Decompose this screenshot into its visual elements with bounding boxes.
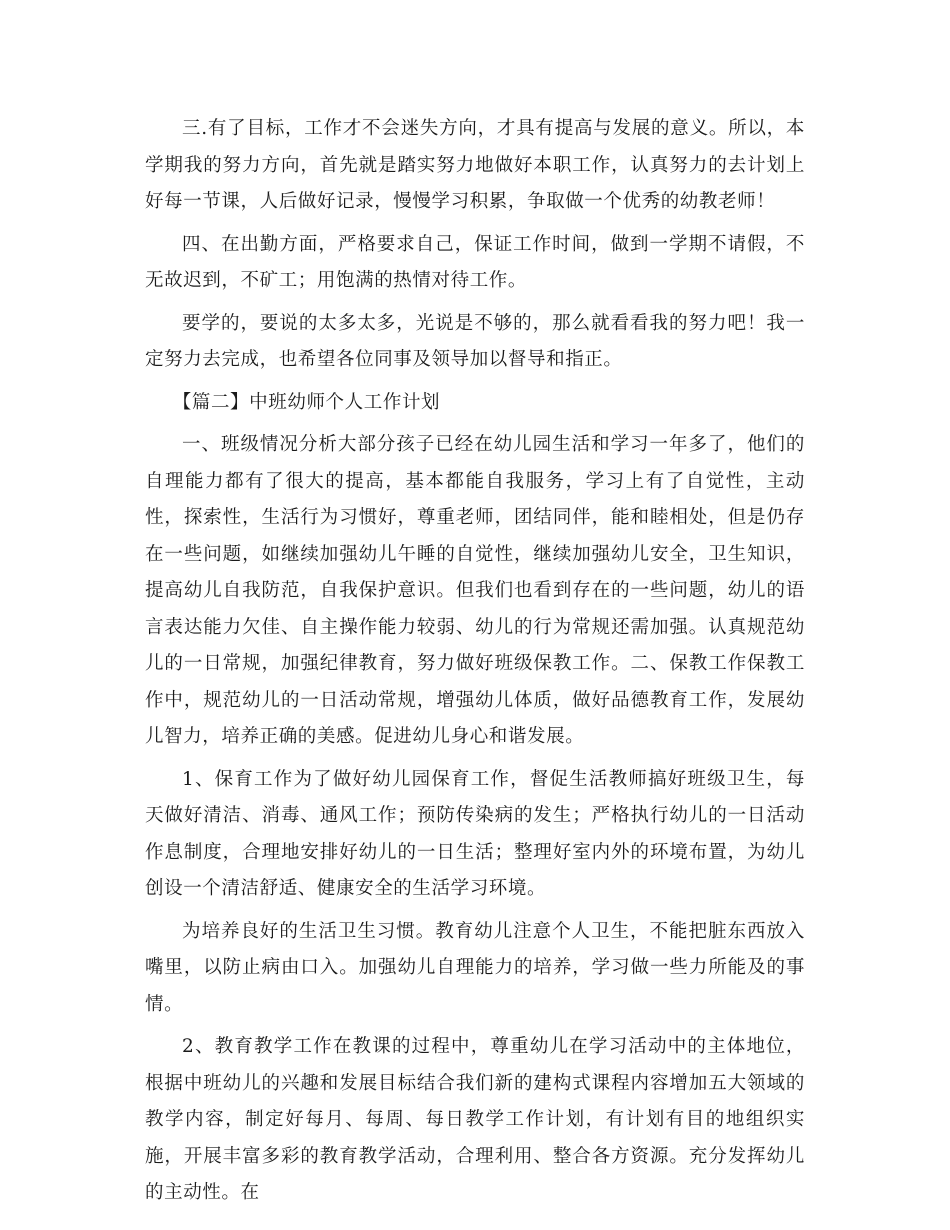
paragraph-care-work: 1、保育工作为了做好幼儿园保育工作，督促生活教师搞好班级卫生，每天做好清洁、消毒、通风工作；预防传染病的发生；严格执行幼儿的一日活动作息制度，合理地安排好幼儿的一日生活；整理好室内外的环境布置，为幼儿创设一个清洁舒适、健康安全的生活学习环境。 — [145, 768, 805, 899]
document-body — [145, 111, 805, 1218]
paragraph-closing: 要学的，要说的太多太多，光说是不够的，那么就看看我的努力吧！我一定努力去完成，也希望各位同事及领导加以督导和指正。 — [145, 312, 805, 370]
section-heading: 【篇二】中班幼师个人工作计划 — [172, 391, 441, 413]
paragraph-attendance: 四、在出勤方面，严格要求自己，保证工作时间，做到一学期不请假，不无故迟到，不矿工；用饱满的热情对待工作。 — [145, 233, 805, 291]
paragraph-teaching-work: 2、教育教学工作在教课的过程中，尊重幼儿在学习活动中的主体地位，根据中班幼儿的兴趣和发展目标结合我们新的建构式课程内容增加五大领域的教学内容，制定好每月、每周、每日教学工作计划，有计划有目的地组织实施，开展丰富多彩的教育教学活动，合理利用、整合各方资源。充分发挥幼儿的主动性。在 — [145, 1036, 805, 1203]
paragraph-class-analysis: 一、班级情况分析大部分孩子已经在幼儿园生活和学习一年多了，他们的自理能力都有了很大的提高，基本都能自我服务，学习上有了自觉性，主动性，探索性，生活行为习惯好，尊重老师，团结同伴，能和睦相处，但是仍存在一些问题，如继续加强幼儿午睡的自觉性，继续加强幼儿安全，卫生知识，提高幼儿自我防范，自我保护意识。但我们也看到存在的一些问题，幼儿的语言表达能力欠佳、自主操作能力较弱、幼儿的行为常规还需加强。认真规范幼儿的一日常规，加强纪律教育，努力做好班级保教工作。二、保教工作保教工作中，规范幼儿的一日活动常规，增强幼儿体质，做好品德教育工作，发展幼儿智力，培养正确的美感。促进幼儿身心和谐发展。 — [145, 434, 805, 747]
paragraph-goal: 三.有了目标，工作才不会迷失方向，才具有提高与发展的意义。所以，本学期我的努力方向，首先就是踏实努力地做好本职工作，认真努力的去计划上好每一节课，人后做好记录，慢慢学习积累，争取做一个优秀的幼教老师！ — [145, 118, 805, 212]
paragraph-hygiene-habits: 为培养良好的生活卫生习惯。教育幼儿注意个人卫生，不能把脏东西放入嘴里，以防止病由口入。加强幼儿自理能力的培养，学习做一些力所能及的事情。 — [145, 920, 805, 1015]
